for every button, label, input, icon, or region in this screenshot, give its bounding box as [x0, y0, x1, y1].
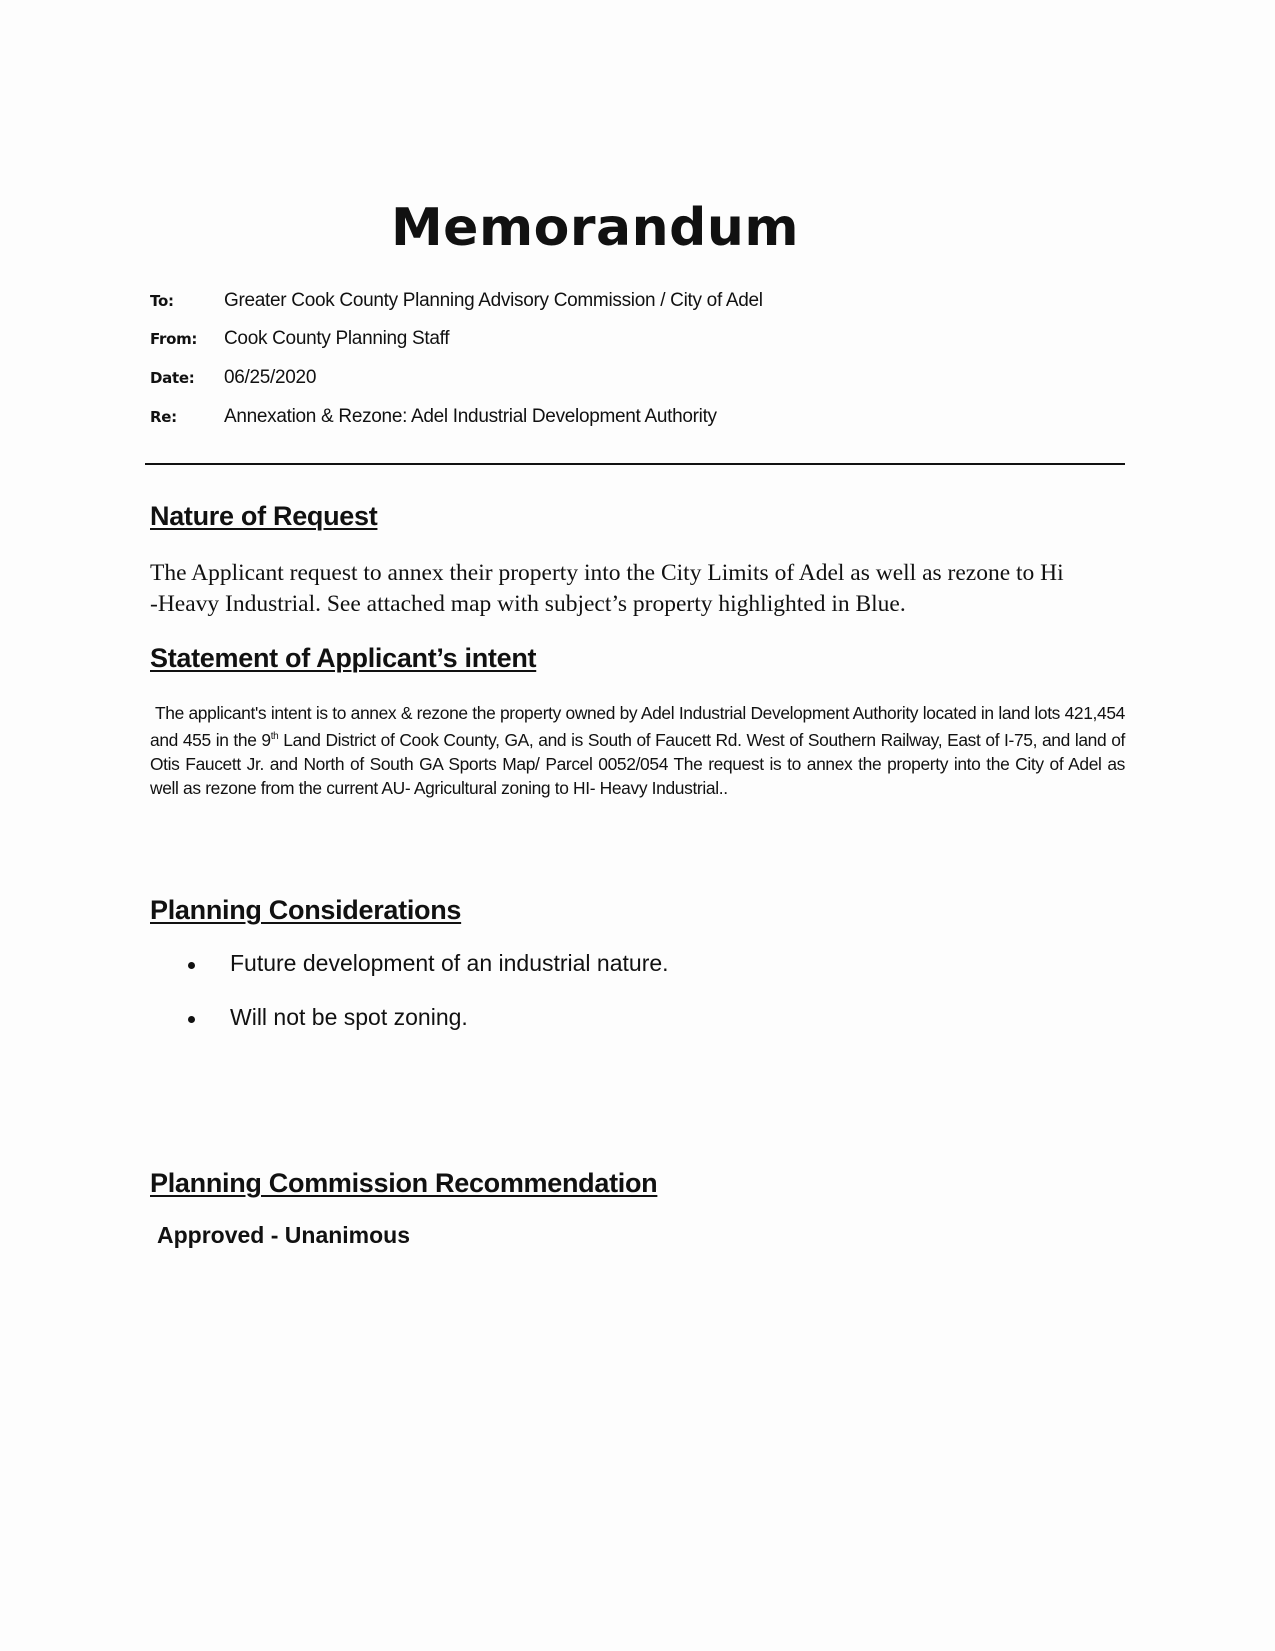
heading-nature-of-request: Nature of Request: [150, 501, 378, 531]
bullet-icon: [188, 962, 195, 969]
header-divider: [145, 463, 1125, 465]
header-date-label: Date:: [150, 369, 195, 387]
consideration-text: Future development of an industrial nature.: [230, 950, 669, 976]
nature-line-1: The Applicant request to annex their property into the City Limits of Adel as well as rezone to Hi: [150, 560, 1064, 586]
header-re-value: Annexation & Rezone: Adel Industrial Development Authority: [224, 406, 717, 427]
intent-paragraph: [150, 701, 1125, 800]
header-date-value: 06/25/2020: [224, 367, 317, 388]
heading-applicant-intent: Statement of Applicant’s intent: [150, 643, 537, 673]
nature-line-2: -Heavy Industrial. See attached map with subject’s property highlighted in Blue.: [150, 591, 906, 617]
intent-text-superscript: th: [270, 731, 279, 742]
memo-title: Memorandum: [390, 198, 800, 258]
heading-commission-recommendation: Planning Commission Recommendation: [150, 1168, 658, 1198]
intent-text-part-2: Land District of Cook County, GA, and is South of Faucett Rd. West of Southern Railway, East of I-75, and land of Otis Faucett Jr. and North of South GA Sports Map/ Parcel 0052/054 The request is to annex the property into the City of Adel as well as rezone from the current AU- Agricultural zoning to HI- Heavy Industrial..: [150, 730, 1125, 798]
header-to-value: Greater Cook County Planning Advisory Commission / City of Adel: [224, 290, 763, 311]
recommendation-decision: Approved - Unanimous: [157, 1222, 411, 1248]
nature-paragraph: [150, 558, 1130, 620]
bullet-icon: [188, 1016, 195, 1023]
header-to-label: To:: [150, 292, 174, 310]
intent-text-part-1: The applicant's intent is to annex & rezone the property owned by Adel Industrial Development Authority located in land lots 421,454 and 455 in the 9: [150, 703, 1125, 750]
header-from-value: Cook County Planning Staff: [224, 328, 450, 349]
heading-planning-considerations: Planning Considerations: [150, 895, 462, 925]
header-re-label: Re:: [150, 408, 177, 426]
consideration-text: Will not be spot zoning.: [230, 1004, 468, 1030]
header-from-label: From:: [150, 330, 198, 348]
